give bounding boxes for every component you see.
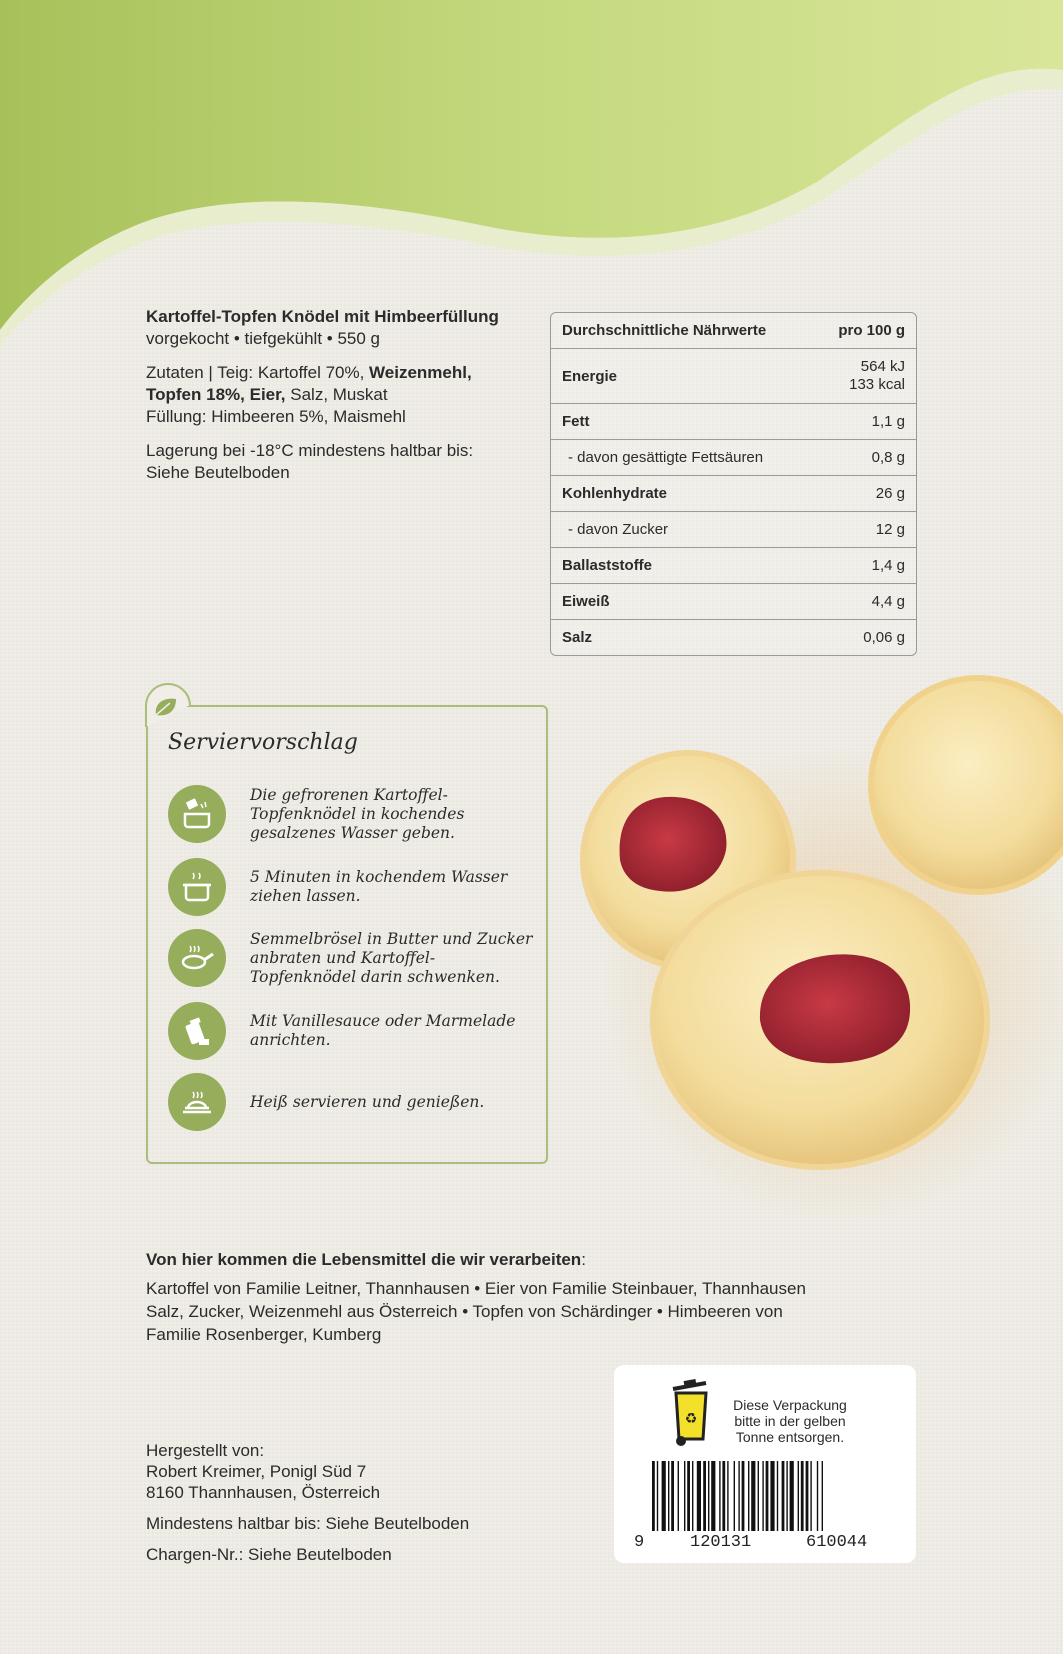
nutrition-row	[551, 404, 916, 440]
ingredients-prefix: Zutaten | Teig: Kartoffel 70%,	[146, 363, 370, 382]
nutrition-row	[551, 620, 916, 655]
nutrition-header-label: Durchschnittliche Nährwerte	[562, 322, 767, 339]
nutrition-value: 1,1 g	[871, 412, 905, 430]
nutrition-value	[849, 358, 905, 394]
barcode	[652, 1461, 884, 1531]
nutrition-label: Energie	[562, 367, 618, 385]
leaf-icon	[140, 683, 192, 729]
ingredients-filling: Füllung: Himbeeren 5%, Maismehl	[146, 407, 406, 426]
nutrition-row	[551, 584, 916, 620]
product-info	[146, 306, 526, 496]
storage-info	[146, 440, 526, 484]
allergen-topfen: Topfen 18%,	[146, 385, 245, 404]
origin-line: Familie Rosenberger, Kumberg	[146, 1325, 382, 1344]
serving-step	[168, 1073, 538, 1131]
producer-name: Robert Kreimer, Ponigl Süd 7	[146, 1462, 367, 1481]
producer-address: 8160 Thannhausen, Österreich	[146, 1483, 381, 1502]
storage-line-1: Lagerung bei -18°C mindestens haltbar bis:	[146, 441, 474, 460]
nutrition-value: 0,8 g	[871, 448, 905, 466]
producer-info	[146, 1440, 469, 1575]
nutrition-label: - davon Zucker	[568, 521, 669, 538]
nutrition-label: Kohlenhydrate	[562, 485, 668, 502]
allergen-eggs: Eier,	[249, 385, 286, 404]
nutrition-label: Fett	[562, 413, 590, 430]
origin-line: Salz, Zucker, Weizenmehl aus Österreich • Topfen von Schärdinger • Himbeeren von	[146, 1302, 783, 1321]
nutrition-row-energy	[551, 349, 916, 404]
nutrition-value: 0,06 g	[863, 628, 905, 646]
nutrition-label: - davon gesättigte Fettsäuren	[568, 449, 764, 466]
nutrition-value: 4,4 g	[871, 592, 905, 610]
origin-colon: :	[581, 1250, 586, 1269]
serving-title: Serviervorschlag	[168, 730, 358, 755]
nutrition-row	[551, 440, 916, 476]
serving-step	[168, 929, 538, 987]
serving-step-text: Mit Vanillesauce oder Marmelade anrichten.	[250, 1012, 516, 1049]
nutrition-header-value: pro 100 g	[838, 321, 905, 339]
barcode-digit: 9	[634, 1533, 645, 1552]
dumplings-image	[580, 655, 1063, 1235]
serving-step-text: Semmelbrösel in Butter und Zucker anbraten und Kartoffel-Topfenknödel darin schwenken.	[250, 929, 533, 986]
ingredients-list	[146, 362, 526, 428]
cooking-pot-icon	[168, 858, 226, 916]
serving-step-text: 5 Minuten in kochendem Wasser ziehen lassen.	[250, 868, 508, 905]
nutrition-row	[551, 548, 916, 584]
barcode-group: 120131	[690, 1533, 752, 1552]
nutrition-label: Salz	[562, 629, 593, 646]
pot-pour-icon	[168, 785, 226, 843]
recycling-and-barcode-panel	[614, 1365, 916, 1563]
svg-text:♻: ♻	[684, 1411, 698, 1427]
serving-dish-icon	[168, 1073, 226, 1131]
energy-kj: 564 kJ	[860, 358, 905, 375]
sauce-jar-icon	[168, 1002, 226, 1060]
nutrition-value: 26 g	[875, 484, 905, 502]
serving-step	[168, 785, 538, 843]
recycling-message: Diese Verpackung bitte in der gelben Tonne entsorgen.	[733, 1397, 847, 1445]
nutrition-row	[551, 512, 916, 548]
product-subtitle: vorgekocht • tiefgekühlt • 550 g	[146, 329, 380, 348]
serving-step	[168, 858, 538, 916]
allergen-wheat: Weizenmehl,	[369, 363, 472, 382]
serving-step-text: Heiß servieren und genießen.	[250, 1092, 485, 1111]
nutrition-value: 1,4 g	[871, 556, 905, 574]
best-before-text: Mindestens haltbar bis: Siehe Beutelboden	[146, 1514, 470, 1533]
recycling-bin-icon	[670, 1379, 712, 1447]
origin-heading: Von hier kommen die Lebensmittel die wir verarbeiten	[146, 1250, 582, 1269]
product-title: Kartoffel-Topfen Knödel mit Himbeerfüllung	[146, 307, 499, 326]
origin-section	[146, 1248, 846, 1346]
frying-pan-icon	[168, 929, 226, 987]
batch-number-text: Chargen-Nr.: Siehe Beutelboden	[146, 1545, 392, 1564]
energy-kcal: 133 kcal	[849, 376, 905, 393]
nutrition-label: Ballaststoffe	[562, 557, 653, 574]
origin-line: Kartoffel von Familie Leitner, Thannhausen • Eier von Familie Steinbauer, Thannhausen	[146, 1279, 806, 1298]
nutrition-value: 12 g	[875, 520, 905, 538]
nutrition-table	[550, 312, 917, 656]
ingredients-rest: Salz, Muskat	[285, 385, 388, 404]
nutrition-label: Eiweiß	[562, 593, 610, 610]
storage-line-2: Siehe Beutelboden	[146, 463, 290, 482]
nutrition-header	[551, 313, 916, 349]
producer-label: Hergestellt von:	[146, 1441, 265, 1460]
serving-step	[168, 1002, 538, 1060]
nutrition-row	[551, 476, 916, 512]
origin-heading-line	[146, 1248, 846, 1271]
barcode-group: 610044	[806, 1533, 868, 1552]
serving-step-text: Die gefrorenen Kartoffel-Topfenknödel in kochendes gesalzenes Wasser geben.	[250, 785, 465, 842]
